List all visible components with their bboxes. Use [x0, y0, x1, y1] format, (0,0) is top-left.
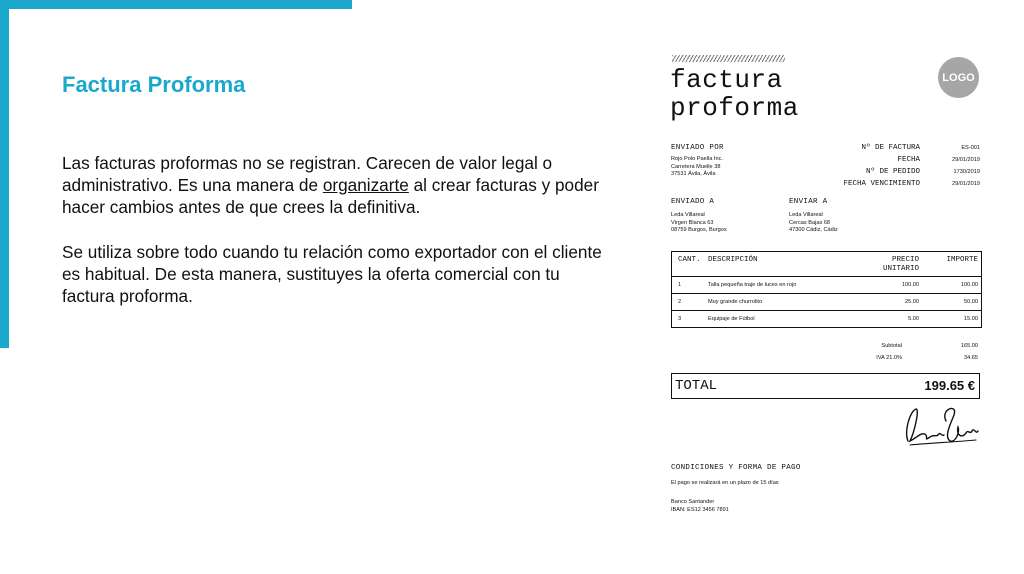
slide-body: [62, 152, 602, 329]
meta-value: 29/01/2019: [952, 157, 980, 163]
invoice-title: [670, 66, 799, 122]
ship-to-line: Leda Villareal: [789, 212, 823, 218]
meta-value: ES-001: [961, 145, 980, 151]
col-header-price-2: UNITARIO: [882, 265, 919, 273]
sent-to-line: Leda Villareal: [671, 212, 705, 218]
sent-to-line: 08759 Burgos, Burgos: [671, 227, 727, 234]
total-value: 199.65 €: [924, 378, 975, 393]
col-header-qty: CANT.: [678, 256, 701, 264]
col-header-amount: IMPORTE: [946, 256, 978, 264]
sent-to-line: Virgen Blanca 63: [671, 219, 714, 226]
iva-label: IVA 21.0%: [876, 355, 902, 361]
conditions-text: El pago se realizará en un plazo de 15 días: [671, 480, 779, 486]
meta-label: Nº DE FACTURA: [861, 144, 920, 152]
row-description: Talla pequeña traje de luces en rojo: [708, 282, 797, 288]
meta-label: FECHA VENCIMIENTO: [843, 180, 920, 188]
iban: IBAN: ES12 3456 7891: [671, 506, 729, 513]
paragraph-1: [62, 152, 602, 219]
meta-label: Nº DE PEDIDO: [865, 168, 920, 176]
sender-line: Rojo Polo Paella Inc.: [671, 156, 723, 162]
row-price: 100.00: [901, 282, 919, 288]
bank-name: Banco Santander: [671, 499, 715, 505]
meta-value: 1730/2019: [953, 169, 980, 175]
sender-line: 37531 Ávila, Ávila: [671, 171, 716, 178]
table-row: [672, 293, 981, 311]
ship-to-line: 47300 Cádiz, Cádiz: [789, 227, 838, 234]
logo-placeholder: LOGO: [938, 57, 979, 98]
row-description: Muy grande churrolito: [708, 299, 763, 305]
row-amount: 50.00: [964, 299, 978, 305]
sender-line: Carretera Muelle 38: [671, 163, 721, 170]
meta-value: 29/01/2019: [952, 181, 980, 187]
slide-title: Factura Proforma: [62, 72, 246, 97]
paragraph-1-text-b: al crear facturas y poder hacer cambios antes de que crees la definitiva.: [62, 175, 599, 218]
decorative-stripe: [672, 55, 785, 62]
ship-to-address: [789, 212, 838, 235]
iva-value: 34.65: [964, 355, 978, 361]
invoice-image: [670, 55, 982, 525]
paragraph-1-text-a: Las facturas proformas no se registran. Carecen de valor legal o administrativo. Es una manera de: [62, 153, 553, 196]
meta-due-date: [670, 180, 980, 192]
accent-bar-left: [0, 0, 9, 348]
col-header-description: DESCRIPCIÓN: [708, 256, 758, 264]
row-qty: 3: [678, 316, 682, 322]
table-row: [672, 276, 981, 294]
col-header-price: PRECIO: [891, 256, 919, 264]
items-table: [671, 251, 982, 328]
table-row: [672, 310, 981, 327]
row-qty: 2: [678, 299, 682, 305]
organizarte-link[interactable]: organizarte: [322, 175, 409, 196]
row-qty: 1: [678, 282, 682, 288]
meta-invoice-number: [670, 144, 980, 156]
subtotal-label: Subtotal: [881, 343, 902, 349]
meta-order-number: [670, 168, 980, 180]
sent-to-address: [671, 212, 727, 235]
ship-to-line: Cercas Bajas 68: [789, 219, 831, 226]
total-box: [671, 373, 980, 399]
invoice-title-line-2: proforma: [670, 93, 799, 123]
row-description: Equipaje de Fútbol: [708, 316, 755, 322]
sent-by-label: ENVIADO POR: [671, 144, 724, 152]
invoice-title-line-1: factura: [670, 65, 783, 95]
paragraph-2: Se utiliza sobre todo cuando tu relación como exportador con el cliente es habitual. De esta manera, sustituyes la oferta comercial con tu factura proforma.: [62, 241, 602, 307]
ship-to-label: ENVIAR A: [789, 198, 828, 206]
row-amount: 15.00: [964, 316, 978, 322]
row-price: 25.00: [905, 299, 919, 305]
subtotal-value: 165.00: [960, 343, 978, 349]
meta-label: FECHA: [897, 156, 920, 164]
accent-bar-top: [0, 0, 352, 9]
sent-to-label: ENVIADO A: [671, 198, 715, 206]
total-label: TOTAL: [675, 378, 718, 394]
meta-date: [670, 156, 980, 168]
row-amount: 100.00: [960, 282, 978, 288]
signature-image: [900, 401, 980, 451]
table-header: [672, 252, 981, 277]
bank-info: [671, 499, 729, 514]
row-price: 5.00: [908, 316, 919, 322]
conditions-title: CONDICIONES Y FORMA DE PAGO: [671, 464, 801, 472]
